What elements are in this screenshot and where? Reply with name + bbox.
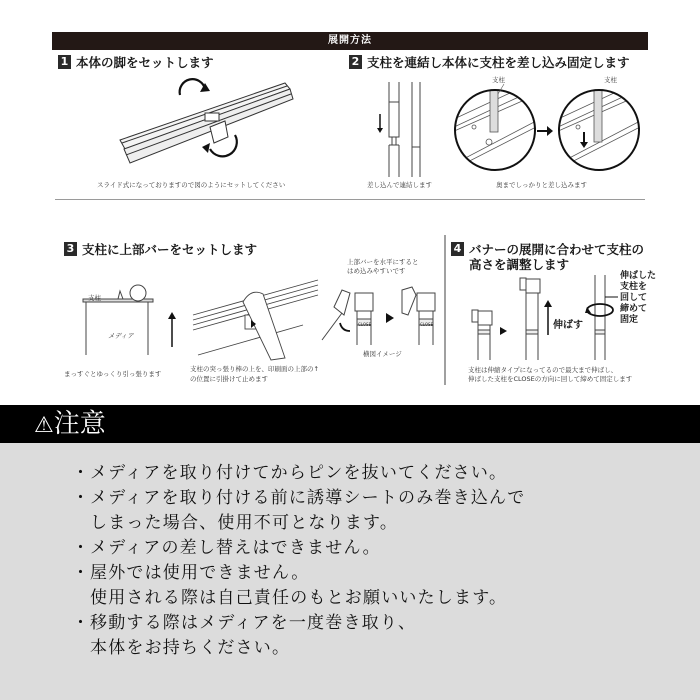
step-3-caption-pull: まっすぐとゆっくり引っ張ります xyxy=(64,370,162,378)
warning-header xyxy=(0,405,700,443)
bullet: ・ xyxy=(72,613,91,633)
note-item xyxy=(72,486,525,511)
step-title-text: バナーの展開に合わせて支柱の xyxy=(469,242,645,257)
twist-label-line: 支柱を xyxy=(620,282,648,292)
warning-title: 注意 xyxy=(53,409,106,439)
pole-connect-illustration xyxy=(375,82,435,177)
step-1-title xyxy=(58,55,214,70)
step-4-caption-1: 支柱は伸縮タイプになってるので最大まで伸ばし、 xyxy=(468,366,618,374)
step-title-text: 支柱を連結し本体に支柱を差し込み固定します xyxy=(367,55,630,70)
note-continuation xyxy=(72,511,525,536)
step-2-caption-insert: 奥までしっかりと差し込みます xyxy=(496,181,587,189)
step-4-title xyxy=(451,242,644,272)
step-title-text: 支柱に上部バーをセットします xyxy=(82,242,258,257)
twist-label-line: 締めて xyxy=(620,304,648,314)
step-title-text: 本体の脚をセットします xyxy=(76,55,214,70)
instructions-banner: 展開方法 xyxy=(52,32,648,50)
bullet: ・ xyxy=(72,563,91,583)
bullet: ・ xyxy=(72,463,91,483)
arrow-right-icon xyxy=(537,126,553,136)
bullet: ・ xyxy=(72,488,91,508)
close-label: CLOSE xyxy=(358,322,372,327)
note-text: しまった場合、使用不可となります。 xyxy=(90,513,399,533)
twist-label-line: 固定 xyxy=(620,315,639,325)
step-1-caption: スライド式になっておりますので図のようにセットしてください xyxy=(97,181,286,189)
twist-label-line: 回して xyxy=(620,293,648,303)
step-number-badge: 3 xyxy=(64,242,77,256)
warning-body xyxy=(0,443,700,700)
pole-insert-circle-after xyxy=(556,80,642,170)
hook-bar-illustration xyxy=(193,280,323,360)
pole-label: 支柱 xyxy=(88,294,101,302)
step-3-tip-2: はめ込みやすいです xyxy=(347,267,406,275)
bullet: ・ xyxy=(72,538,91,558)
note-text: メディアの差し替えはできません。 xyxy=(90,538,381,558)
section-divider-vertical xyxy=(444,235,446,385)
note-text: 本体をお持ちください。 xyxy=(90,638,291,658)
step-3-caption-hook-2: の位置に引掛けて止めます xyxy=(190,375,268,383)
step-3-caption-hook-1: 支柱の突っ張り棒の上を、印刷面の上部の↑ xyxy=(190,365,319,373)
step-number-badge: 2 xyxy=(349,55,362,69)
note-text: 使用される際は自己責任のもとお願いいたします。 xyxy=(90,588,508,608)
step-number-badge: 4 xyxy=(451,242,464,256)
note-item xyxy=(72,611,525,636)
leg-slide-illustration xyxy=(110,75,310,175)
section-divider xyxy=(55,199,645,200)
twist-label-line: 伸ばした xyxy=(620,271,657,281)
note-item xyxy=(72,536,525,561)
step-3-tip-1: 上部バーを水平にすると xyxy=(347,258,419,266)
step-number-badge: 1 xyxy=(58,55,71,69)
extend-label: 伸ばす xyxy=(553,320,583,331)
pole-label: 支柱 xyxy=(492,76,505,84)
note-text: 屋外では使用できません。 xyxy=(90,563,310,583)
pole-label: 支柱 xyxy=(604,76,617,84)
warning-icon: ⚠ xyxy=(34,413,54,438)
side-view-illustration xyxy=(322,285,442,345)
step-title-text: 高さを調整します xyxy=(469,257,570,272)
twist-lock-labels xyxy=(620,271,656,326)
note-text: 移動する際はメディアを一度巻き取り、 xyxy=(90,613,417,633)
note-continuation xyxy=(72,636,525,661)
media-label: メディア xyxy=(108,332,134,340)
step-4-caption-2: 伸ばした支柱をCLOSEの方向に回して締めて固定します xyxy=(468,375,633,383)
pole-insert-circle-before xyxy=(452,80,538,170)
note-continuation xyxy=(72,586,525,611)
note-item xyxy=(72,461,525,486)
twist-lock-illustration xyxy=(585,275,615,360)
extend-pole-illustration xyxy=(470,275,560,360)
note-text: メディアを取り付ける前に誘導シートのみ巻き込んで xyxy=(90,488,526,508)
note-item xyxy=(72,561,525,586)
step-3-title xyxy=(64,242,257,257)
step-2-title xyxy=(349,55,630,70)
warning-notes-list xyxy=(72,461,525,661)
side-view-caption: 横図イメージ xyxy=(363,350,402,358)
note-text: メディアを取り付けてからピンを抜いてください。 xyxy=(90,463,508,483)
step-2-caption-connect: 差し込んで連結します xyxy=(367,181,432,189)
close-label: CLOSE xyxy=(420,322,434,327)
